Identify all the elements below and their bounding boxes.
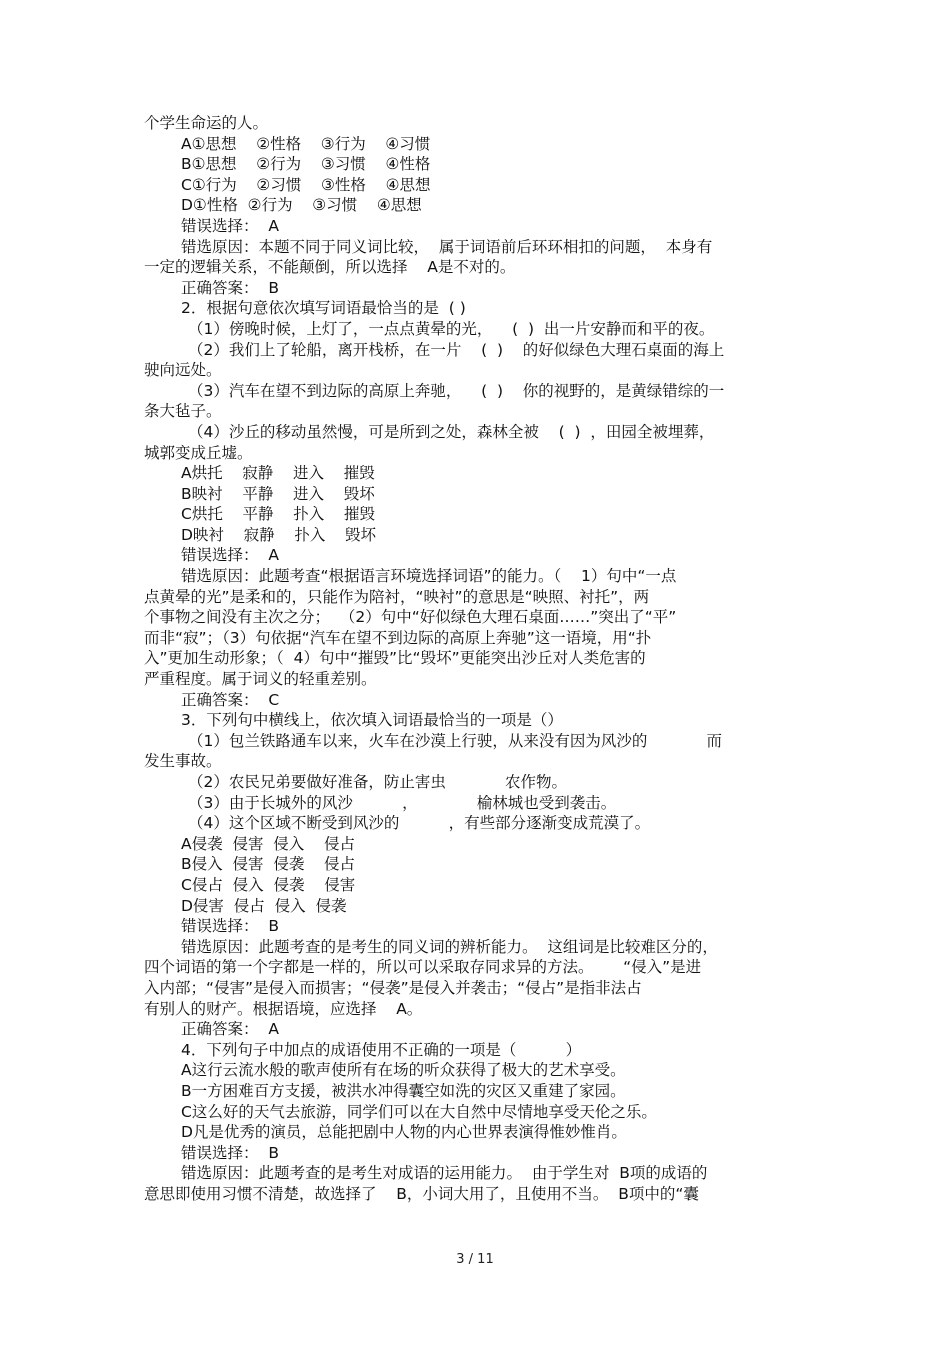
text-line: 个学生命运的人。 <box>144 114 269 132</box>
document-body <box>144 113 809 1204</box>
text-line: 错误选择： A <box>181 216 279 235</box>
text-line: 发生事故。 <box>144 752 222 771</box>
text-line: 一定的逻辑关系，不能颠倒，所以选择 A是不对的。 <box>144 258 516 277</box>
text-line: （2）我们上了轮船，离开栈桥，在一片 ( ) 的好似绿色大理石桌面的海上 <box>188 340 725 359</box>
text-line: 3．下列句中横线上，依次填入词语最恰当的一项是（） <box>181 711 563 730</box>
text-line: 驶向远处。 <box>144 361 222 380</box>
text-line: 正确答案： A <box>181 1020 279 1039</box>
text-line: 意思即使用习惯不清楚，故选择了 B，小词大用了，且使用不当。 B项中的“囊 <box>144 1184 699 1203</box>
text-line: （1）包兰铁路通车以来，火车在沙漠上行驶，从来没有因为风沙的 而 <box>188 731 722 750</box>
text-line: （4）这个区域不断受到风沙的 ，有些部分逐渐变成荒漠了。 <box>188 814 651 833</box>
text-line: D凡是优秀的演员，总能把剧中人物的内心世界表演得惟妙惟肖。 <box>181 1123 627 1142</box>
text-line: （3）由于长城外的风沙 ， 榆林城也受到袭击。 <box>188 793 617 812</box>
text-line: 点黄晕的光”是柔和的，只能作为陪衬，“映衬”的意思是“映照、衬托”，两 <box>144 587 650 606</box>
text-line: 错选原因：本题不同于同义词比较， 属于词语前后环环相扣的问题， 本身有 <box>181 237 713 256</box>
text-line: 正确答案： B <box>181 278 279 297</box>
text-line: C①行为 ②习惯 ③性格 ④思想 <box>181 175 431 194</box>
text-line: 错选原因：此题考查的是考生对成语的运用能力。 由于学生对 B项的成语的 <box>181 1164 708 1183</box>
text-line: A①思想 ②性格 ③行为 ④习惯 <box>181 134 431 153</box>
text-line: 错误选择： B <box>181 917 279 936</box>
text-line: 正确答案： C <box>181 690 280 709</box>
text-line: 四个词语的第一个字都是一样的，所以可以采取存同求异的方法。 “侵入”是进 <box>144 958 702 977</box>
text-line: B映衬 平静 进入 毁坏 <box>181 484 375 503</box>
text-line: （4）沙丘的移动虽然慢，可是所到之处，森林全被 ( ) ，田园全被埋葬， <box>188 422 715 441</box>
text-line: B一方困难百方支援，被洪水冲得囊空如洗的灾区又重建了家园。 <box>181 1081 626 1100</box>
text-line: （1）傍晚时候，上灯了，一点点黄晕的光， ( ) 出一片安静而和平的夜。 <box>188 319 715 338</box>
text-line: 2．根据句意依次填写词语最恰当的是 ( ) <box>181 299 466 318</box>
text-line: 条大毡子。 <box>144 402 222 421</box>
text-line: C这么好的天气去旅游，同学们可以在大自然中尽情地享受天伦之乐。 <box>181 1102 657 1121</box>
text-line: （2）农民兄弟要做好准备，防止害虫 农作物。 <box>188 773 567 791</box>
text-line: 4．下列句子中加点的成语使用不正确的一项是（ ） <box>181 1040 582 1059</box>
text-line: D映衬 寂静 扑入 毁坏 <box>181 525 377 544</box>
text-line: D①性格 ②行为 ③习惯 ④思想 <box>181 196 422 215</box>
text-line: 错选原因：此题考查的是考生的同义词的辨析能力。 这组词是比较难区分的， <box>181 937 718 956</box>
text-line: A侵袭 侵害 侵入 侵占 <box>181 834 356 853</box>
text-line: B侵入 侵害 侵袭 侵占 <box>181 855 356 874</box>
text-line: 错误选择： B <box>181 1143 279 1162</box>
text-line: 入内部；“侵害”是侵入而损害；“侵袭”是侵入并袭击；“侵占”是指非法占 <box>144 978 642 997</box>
text-line: 严重程度。属于词义的轻重差别。 <box>144 670 377 689</box>
text-line: （3）汽车在望不到边际的高原上奔驰， ( ) 你的视野的，是黄绿错综的一 <box>188 381 725 400</box>
text-line: 城郭变成丘墟。 <box>144 443 253 462</box>
text-line: 而非“寂”；（3）句依据“汽车在望不到边际的高原上奔驰”这一语境，用“扑 <box>144 628 652 647</box>
text-line: C烘托 平静 扑入 摧毁 <box>181 505 375 524</box>
text-line: B①思想 ②行为 ③习惯 ④性格 <box>181 155 431 174</box>
text-line: 入”更加生动形象；（ 4）句中“摧毁”比“毁坏”更能突出沙丘对人类危害的 <box>144 649 646 668</box>
text-line: 错误选择： A <box>181 546 279 565</box>
text-line: 个事物之间没有主次之分； （2）句中“好似绿色大理石桌面……”突出了“平” <box>144 608 677 627</box>
text-line: 错选原因：此题考查“根据语言环境选择词语”的能力。（ 1）句中“一点 <box>181 567 677 586</box>
text-line: A烘托 寂静 进入 摧毁 <box>181 464 375 483</box>
text-line: A这行云流水般的歌声使所有在场的听众获得了极大的艺术享受。 <box>181 1061 626 1080</box>
text-line: C侵占 侵入 侵袭 侵害 <box>181 875 356 894</box>
text-line: 有别人的财产。根据语境，应选择 A。 <box>144 999 423 1018</box>
page-number: 3 / 11 <box>456 1252 494 1267</box>
text-line: D侵害 侵占 侵入 侵袭 <box>181 896 347 915</box>
